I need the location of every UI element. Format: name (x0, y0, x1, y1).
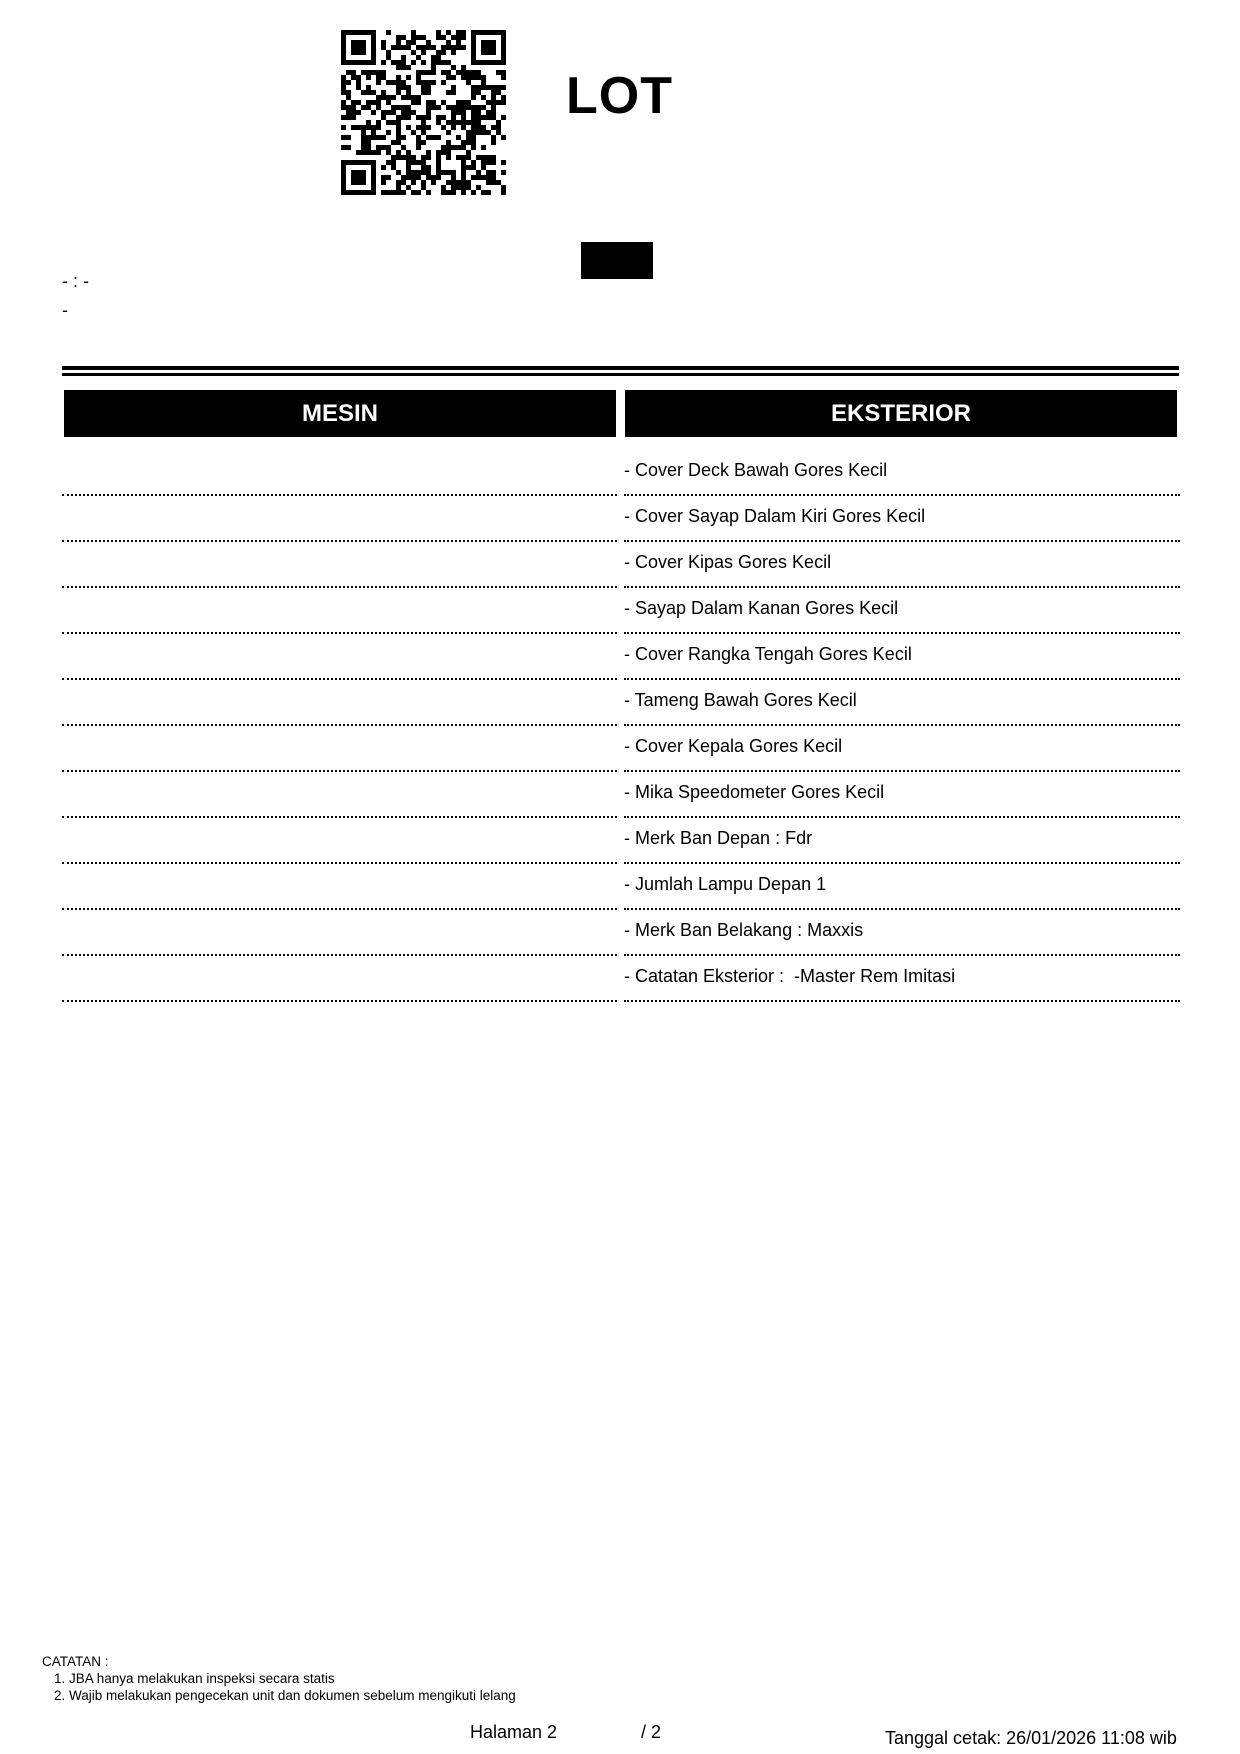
list-item: - Tameng Bawah Gores Kecil (624, 680, 1180, 726)
list-item: - Cover Kipas Gores Kecil (624, 542, 1180, 588)
list-item: - Mika Speedometer Gores Kecil (624, 772, 1180, 818)
list-item: - Cover Deck Bawah Gores Kecil (624, 450, 1180, 496)
list-item (62, 864, 617, 910)
list-item: - Cover Sayap Dalam Kiri Gores Kecil (624, 496, 1180, 542)
mesin-list (62, 450, 617, 1002)
meta-line-1: - : - (62, 271, 89, 291)
list-item (62, 634, 617, 680)
mesin-header: MESIN (64, 390, 616, 437)
eksterior-list (624, 450, 1180, 1002)
list-item: - Sayap Dalam Kanan Gores Kecil (624, 588, 1180, 634)
list-item: - Merk Ban Depan : Fdr (624, 818, 1180, 864)
list-item: - Jumlah Lampu Depan 1 (624, 864, 1180, 910)
qr-code (341, 30, 506, 195)
list-item (62, 818, 617, 864)
list-item (62, 956, 617, 1002)
notes (42, 1653, 516, 1704)
page-label: Halaman 2 (470, 1722, 558, 1742)
list-item: - Cover Kepala Gores Kecil (624, 726, 1180, 772)
page-total: / 2 (641, 1722, 662, 1742)
notes-title: CATATAN : (42, 1654, 109, 1669)
list-item (62, 772, 617, 818)
list-item: - Merk Ban Belakang : Maxxis (624, 910, 1180, 956)
divider-bottom (62, 373, 1179, 376)
list-item (62, 910, 617, 956)
list-item (62, 450, 617, 496)
list-item (62, 542, 617, 588)
eksterior-header: EKSTERIOR (625, 390, 1177, 437)
lot-title: LOT (566, 67, 673, 125)
lot-number-redacted (581, 242, 653, 279)
list-item (62, 588, 617, 634)
list-item (62, 726, 617, 772)
meta-line-2: - (62, 300, 68, 320)
note-item: 2. Wajib melakukan pengecekan unit dan dokumen sebelum mengikuti lelang (54, 1688, 516, 1703)
note-item: 1. JBA hanya melakukan inspeksi secara statis (54, 1671, 335, 1686)
list-item (62, 496, 617, 542)
print-date: Tanggal cetak: 26/01/2026 11:08 wib (885, 1728, 1177, 1748)
list-item (62, 680, 617, 726)
divider-top (62, 366, 1179, 370)
list-item: - Catatan Eksterior : -Master Rem Imitasi (624, 956, 1180, 1002)
list-item: - Cover Rangka Tengah Gores Kecil (624, 634, 1180, 680)
